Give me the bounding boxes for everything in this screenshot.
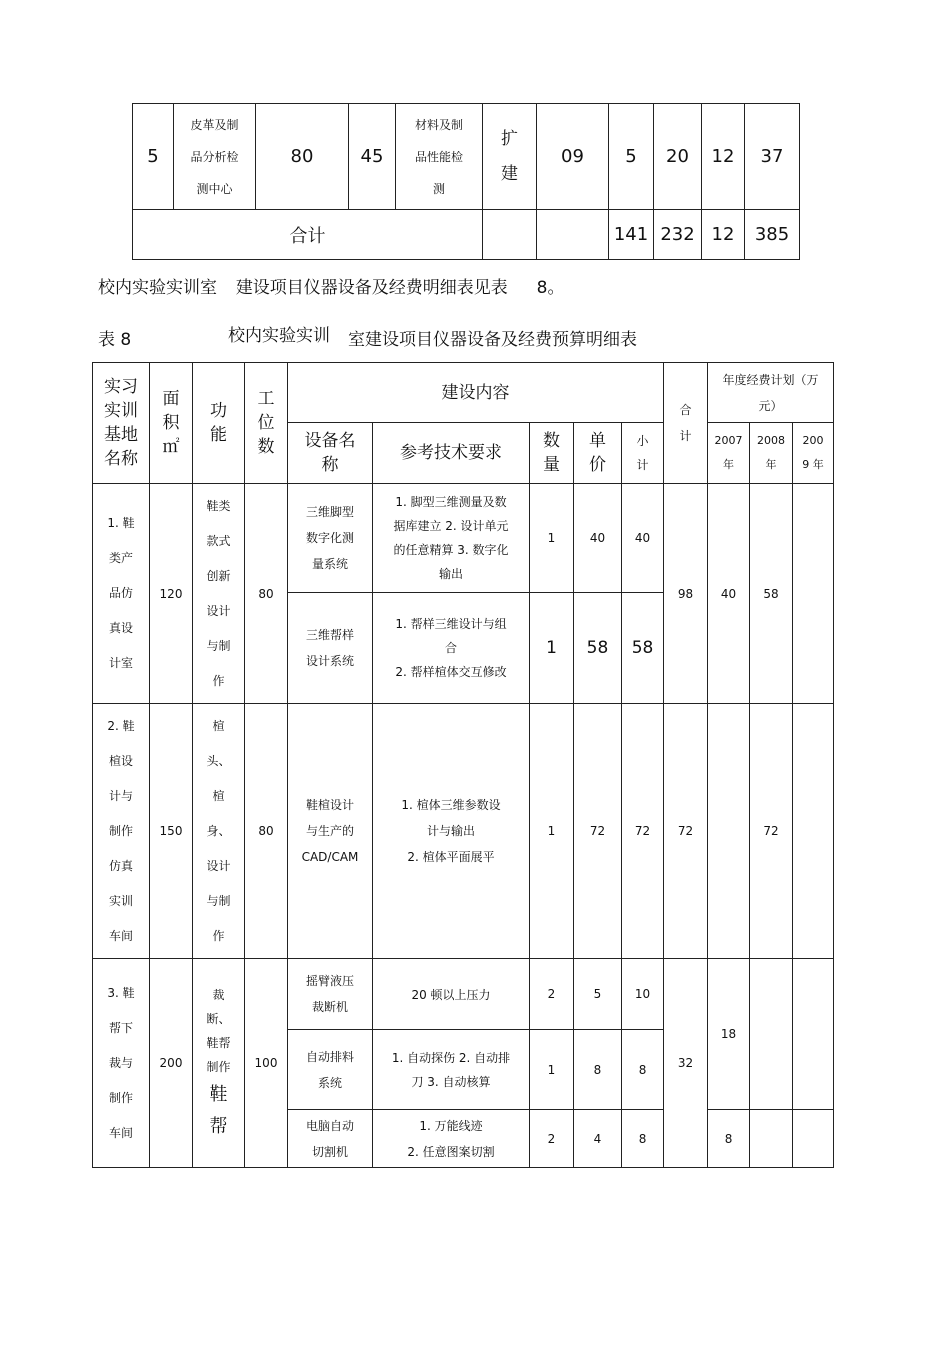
unit-price: 8: [574, 1030, 622, 1110]
equipment-name: 三维帮样 设计系统: [288, 593, 373, 704]
tech-requirement: 20 顿以上压力: [373, 959, 530, 1030]
tech-requirement: 1. 脚型三维测量及数 据库建立 2. 设计单元 的任意精算 3. 数字化 输出: [373, 484, 530, 593]
tech-requirement: 1. 万能线迹 2. 任意图案切割: [373, 1110, 530, 1168]
equipment-name: 电脑自动 切割机: [288, 1110, 373, 1168]
equipment-name: 自动排料 系统: [288, 1030, 373, 1110]
top-table: [132, 103, 800, 260]
group3-2007-b: 8: [708, 1110, 750, 1168]
caption-part2: 室建设项目仪器设备及经费预算明细表: [348, 330, 637, 350]
subtotal: 72: [622, 704, 664, 959]
intro-text: 校内实验实训室 建设项目仪器设备及经费明细表见表 8。: [98, 278, 565, 298]
row-name: 皮革及制 品分析检 测中心: [174, 104, 256, 210]
top-table-row: [133, 104, 800, 210]
group2-function: 楦 头、 楦 身、 设计 与制 作: [193, 704, 245, 959]
qty: 1: [530, 593, 574, 704]
unit-price: 4: [574, 1110, 622, 1168]
group1-total: 98: [664, 484, 708, 704]
group2-2009: [793, 704, 834, 959]
group3-2009: [793, 959, 834, 1110]
total-empty-2: [537, 210, 609, 260]
tech-requirement: 1. 自动探伤 2. 自动排 刀 3. 自动核算: [373, 1030, 530, 1110]
top-table-total-row: [133, 210, 800, 260]
total-label: 合计: [133, 210, 483, 260]
subtotal: 8: [622, 1110, 664, 1168]
qty: 2: [530, 959, 574, 1030]
col-content: 建设内容: [288, 363, 664, 423]
total-v3: 12: [702, 210, 745, 260]
subtotal: 58: [622, 593, 664, 704]
group3-function: 裁 断、 鞋帮 制作 鞋 帮: [193, 959, 245, 1168]
equipment-name: 鞋楦设计 与生产的 CAD/CAM: [288, 704, 373, 959]
total-empty-1: [483, 210, 537, 260]
group3-2009-b: [793, 1110, 834, 1168]
equipment-name: 三维脚型 数字化测 量系统: [288, 484, 373, 593]
total-v4: 385: [745, 210, 800, 260]
group3-area: 200: [150, 959, 193, 1168]
group3-total: 32: [664, 959, 708, 1168]
row-v1: 5: [609, 104, 654, 210]
table-caption: [98, 325, 698, 349]
tech-requirement: 1. 帮样三维设计与组 合 2. 帮样楦体交互修改: [373, 593, 530, 704]
table-row: [93, 484, 834, 593]
group1-function: 鞋类 款式 创新 设计 与制 作: [193, 484, 245, 704]
group1-area: 120: [150, 484, 193, 704]
total-v1: 141: [609, 210, 654, 260]
group3-name: 3. 鞋 帮下 裁与 制作 车间: [93, 959, 150, 1168]
group1-2009: [793, 484, 834, 704]
unit-price: 72: [574, 704, 622, 959]
col-price: 单 价: [574, 423, 622, 484]
col-2007: 2007 年: [708, 423, 750, 484]
unit-price: 5: [574, 959, 622, 1030]
group1-2008: 58: [750, 484, 793, 704]
group1-2007: 40: [708, 484, 750, 704]
caption-part1: 校内实验实训: [228, 326, 330, 346]
col-tech: 参考技术要求: [373, 423, 530, 484]
row-no: 5: [133, 104, 174, 210]
group3-seats: 100: [245, 959, 288, 1168]
group2-seats: 80: [245, 704, 288, 959]
row-v4: 37: [745, 104, 800, 210]
tech-requirement: 1. 楦体三维参数设 计与输出 2. 楦体平面展平: [373, 704, 530, 959]
subtotal: 10: [622, 959, 664, 1030]
col-2008: 2008 年: [750, 423, 793, 484]
col-seats: 工 位 数: [245, 363, 288, 484]
group2-2007: [708, 704, 750, 959]
row-function: 材料及制 品性能检 测: [396, 104, 483, 210]
qty: 1: [530, 704, 574, 959]
group2-total: 72: [664, 704, 708, 959]
row-seats: 45: [349, 104, 396, 210]
caption-label: 表 8: [98, 330, 132, 350]
col-equipment: 设备名 称: [288, 423, 373, 484]
col-function: 功 能: [193, 363, 245, 484]
row-area: 80: [256, 104, 349, 210]
group3-2007-a: 18: [708, 959, 750, 1110]
unit-price: 40: [574, 484, 622, 593]
group2-2008: 72: [750, 704, 793, 959]
subtotal: 8: [622, 1030, 664, 1110]
group1-name: 1. 鞋 类产 品仿 真设 计室: [93, 484, 150, 704]
qty: 1: [530, 484, 574, 593]
unit-price: 58: [574, 593, 622, 704]
subtotal: 40: [622, 484, 664, 593]
col-area: 面 积 ㎡: [150, 363, 193, 484]
header-row-1: [93, 363, 834, 423]
qty: 1: [530, 1030, 574, 1110]
col-qty: 数 量: [530, 423, 574, 484]
col-subtotal: 小 计: [622, 423, 664, 484]
col-base: 实习 实训 基地 名称: [93, 363, 150, 484]
qty: 2: [530, 1110, 574, 1168]
col-2009: 200 9 年: [793, 423, 834, 484]
table-row: [93, 704, 834, 959]
col-annual: 年度经费计划（万 元）: [708, 363, 834, 423]
group3-2008: [750, 959, 793, 1110]
group2-area: 150: [150, 704, 193, 959]
row-type: 扩 建: [483, 104, 537, 210]
row-v2: 20: [654, 104, 702, 210]
group1-seats: 80: [245, 484, 288, 704]
row-year: 09: [537, 104, 609, 210]
table-row: [93, 959, 834, 1030]
total-v2: 232: [654, 210, 702, 260]
row-v3: 12: [702, 104, 745, 210]
equipment-name: 摇臂液压 裁断机: [288, 959, 373, 1030]
group3-2008-b: [750, 1110, 793, 1168]
col-total: 合 计: [664, 363, 708, 484]
group2-name: 2. 鞋 楦设 计与 制作 仿真 实训 车间: [93, 704, 150, 959]
budget-table: [92, 362, 834, 1168]
